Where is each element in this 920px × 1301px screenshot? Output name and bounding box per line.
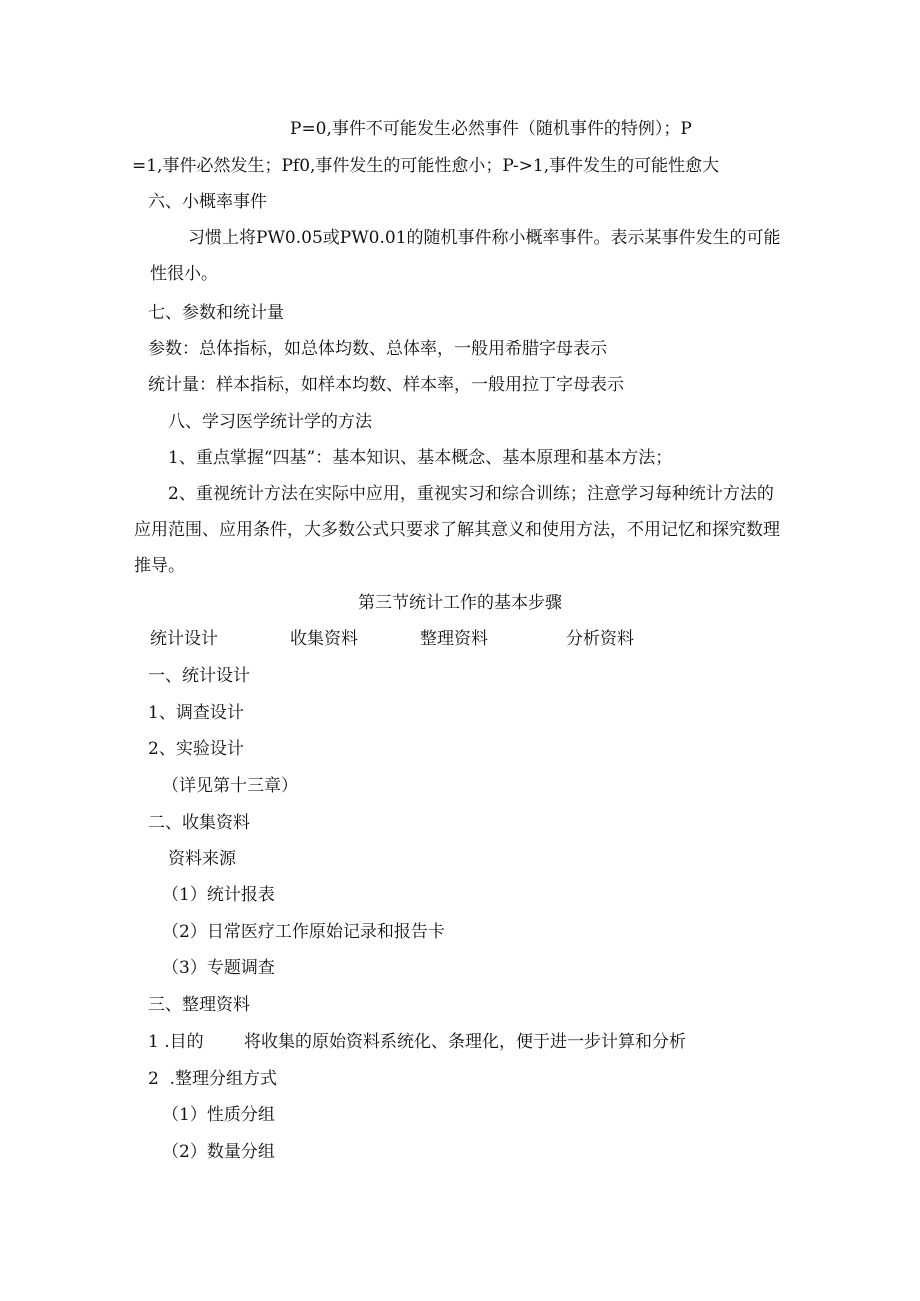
section-6-body: 习惯上将PW0.05或PW0.01的随机事件称小概率事件。表示某事件发生的可能性很小。 (150, 228, 781, 284)
organize-heading: 三、整理资料 (148, 995, 250, 1015)
step-organize: 整理资料 (420, 629, 488, 649)
design-item-1: 1、调查设计 (148, 703, 244, 723)
collect-item-1: （1）统计报表 (162, 885, 275, 905)
organize-purpose-label: 1 .目的 (148, 1032, 204, 1052)
step-collect: 收集资料 (290, 629, 358, 649)
statistic-definition: 统计量：样本指标，如样本均数、样本率，一般用拉丁字母表示 (148, 375, 624, 395)
probability-line-1: P=0,事件不可能发生必然事件（随机事件的特例）；P (290, 119, 692, 139)
section-7-heading: 七、参数和统计量 (148, 303, 284, 323)
design-heading: 一、统计设计 (148, 666, 250, 686)
step-analyze: 分析资料 (566, 629, 634, 649)
organize-group-1: （1）性质分组 (162, 1105, 275, 1125)
collect-item-3: （3）专题调查 (162, 958, 275, 978)
section-8-item-1: 1、重点掌握“四基”：基本知识、基本概念、基本原理和基本方法； (168, 448, 673, 468)
organize-group-2: （2）数量分组 (162, 1142, 275, 1162)
section-6-heading: 六、小概率事件 (148, 192, 267, 212)
parameter-definition: 参数：总体指标，如总体均数、总体率，一般用希腊字母表示 (148, 339, 607, 359)
design-note: （详见第十三章） (162, 776, 298, 796)
section-8-heading: 八、学习医学统计学的方法 (168, 412, 372, 432)
collect-heading: 二、收集资料 (148, 813, 250, 833)
section-8-item-2: 2、重视统计方法在实际中应用，重视实习和综合训练；注意学习每种统计方法的应用范围、应用条件，大多数公式只要求了解其意义和使用方法，不用记忆和探究数理推导。 (134, 484, 780, 576)
collect-item-2: （2）日常医疗工作原始记录和报告卡 (162, 922, 445, 942)
organize-grouping: 2 .整理分组方式 (148, 1069, 278, 1089)
collect-source: 资料来源 (168, 849, 236, 869)
step-design: 统计设计 (150, 629, 218, 649)
organize-purpose-text: 将收集的原始资料系统化、条理化，便于进一步计算和分析 (244, 1032, 686, 1052)
chapter-title: 第三节统计工作的基本步骤 (358, 593, 562, 613)
probability-line-2: =1,事件必然发生；Pf0,事件发生的可能性愈小；P->1,事件发生的可能性愈大 (132, 156, 720, 176)
design-item-2: 2、实验设计 (148, 739, 244, 759)
